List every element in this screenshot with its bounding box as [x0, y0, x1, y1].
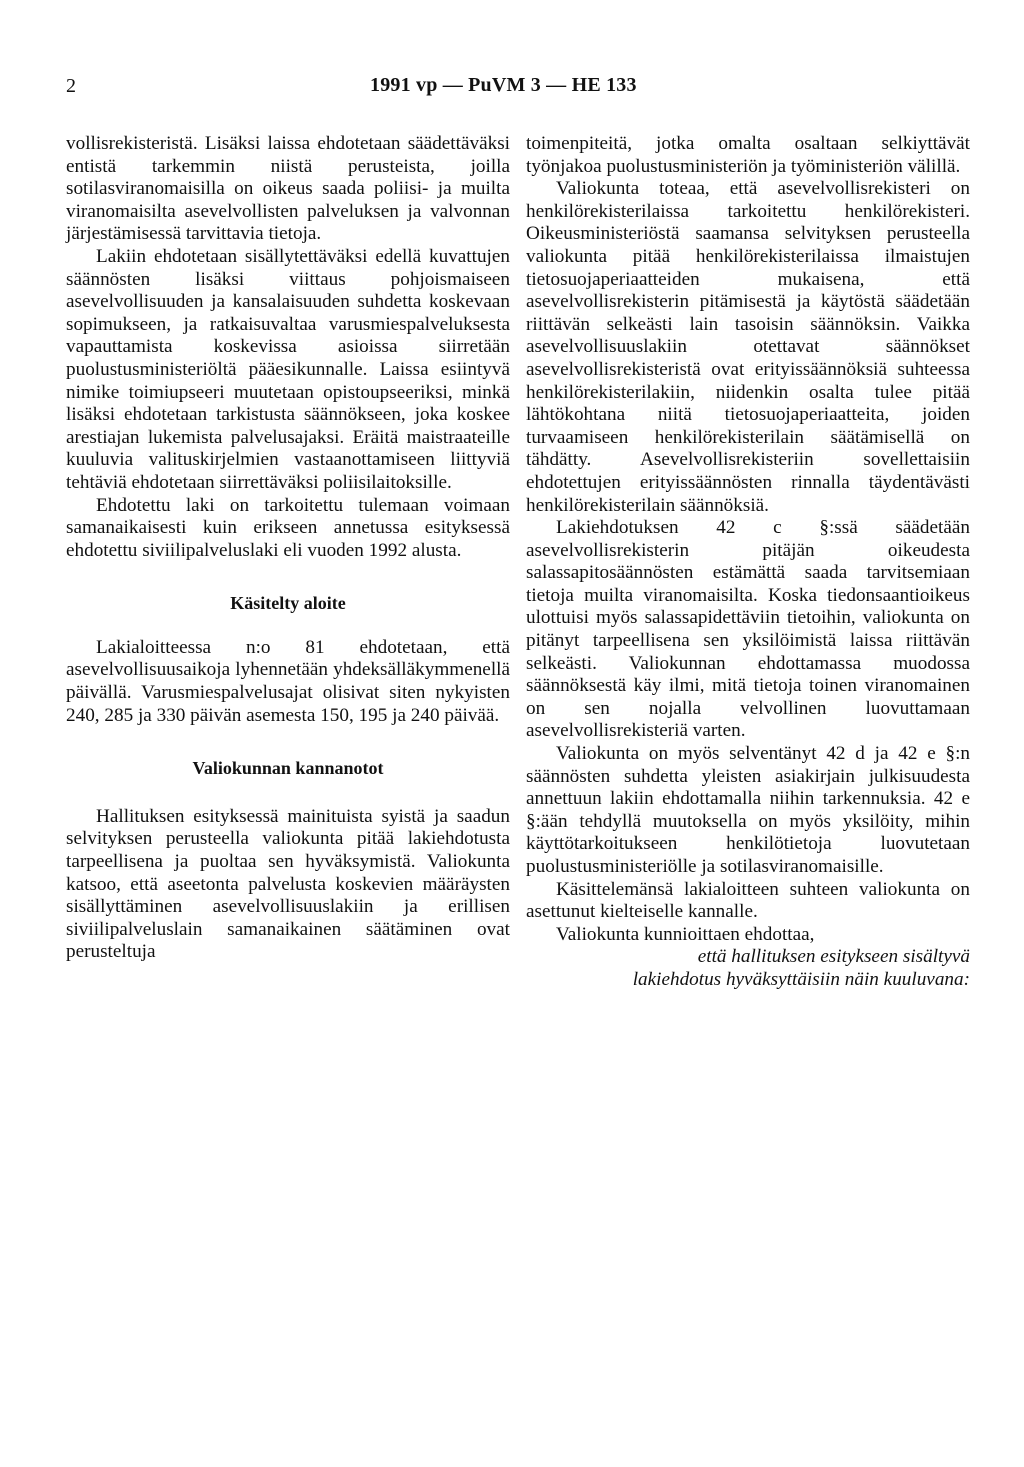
- running-header: 1991 vp — PuVM 3 — HE 133: [370, 74, 637, 96]
- left-paragraph-1: vollisrekisteristä. Lisäksi laissa ehdotetaan säädettäväksi entistä tarkemmin niistä perusteista, joilla sotilasviranomaisilla on oikeus saada poliisi- ja muilta viranomaisilta asevelvollisten palveluksen ja valvonnan järjestämisessä tarvittavia tietoja.: [66, 133, 510, 245]
- right-paragraph-3: Lakiehdotuksen 42 c §:ssä säädetään asevelvollisrekisterin pitäjän oikeudesta salassapitosäännösten estämättä saada tarvitsemiaan tietoja muilta viranomaisilta. Koska tiedonsaantioikeus ulottuisi myös salassapidettäviin tietoihin, valiokunta on pitänyt tarpeellisena sen yksilöimistä laissa riittävän selkeästi. Valiokunnan ehdottamassa muodossa säännöksestä käy ilmi, mitä tietoja toinen viranomainen on sen nojalla velvollinen luovuttamaan asevelvollisrekisteriä varten.: [526, 517, 970, 742]
- page-number: 2: [66, 75, 76, 97]
- right-paragraph-1: toimenpiteitä, jotka omalta osaltaan selkiyttävät työnjakoa puolustusministeriön ja työministeriön välillä.: [526, 133, 970, 177]
- left-column: [66, 133, 510, 964]
- right-paragraph-4: Valiokunta on myös selventänyt 42 d ja 42 e §:n säännösten suhdetta yleisten asiakirjain julkisuudesta annettuun lakiin ehdottamalla niihin tarkennuksia. 42 e §:ään tehdyllä muutoksella on myös yksilöity, mihin käyttötarkoitukseen henkilötietoja luovutetaan puolustusministeriölle ja sotilasviranomaisille.: [526, 743, 970, 877]
- right-column: [526, 133, 970, 992]
- section-heading-valiokunnan-kannanotot: Valiokunnan kannanotot: [192, 758, 384, 779]
- section-heading-kasitelty-aloite: Käsitelty aloite: [230, 593, 346, 614]
- right-paragraph-2: Valiokunta toteaa, että asevelvollisrekisteri on henkilörekisterilaissa tarkoitettu henkilörekisteri. Oikeusministeriöstä saamansa selvityksen perusteella valiokunta pitää henkilörekisterilaissa ilmaistujen tietosuojaperiaatteiden mukaisena, että asevelvollisrekisterin pitämisestä ja käytöstä säädetään riittävän selkeästi lain tasoisin säännöksin. Vaikka asevelvollisuuslakiin otettavat säännökset asevelvollisrekisteristä ovat erityissäännöksiä suhteessa henkilörekisterilakiin, niidenkin osalta tulee pitää lähtökohtana niitä tietosuojaperiaatteita, joiden turvaamiseen henkilörekisterilain säätämisellä on tähdätty. Asevelvollisrekisteriin sovellettaisiin ehdotettujen erityissäännösten rinnalla täydentävästi henkilörekisterilain säännöksiä.: [526, 178, 970, 516]
- proposal-statement: että hallituksen esitykseen sisältyvä lakiehdotus hyväksyttäisiin näin kuuluvana:: [632, 946, 970, 990]
- left-paragraph-2: Lakiin ehdotetaan sisällytettäväksi edellä kuvattujen säännösten lisäksi viittaus pohjoismaiseen asevelvollisuuden ja kansalaisuuden suhdetta koskevaan sopimukseen, ja ratkaisuvaltaa varusmiespalveluksesta vapauttamista koskevissa asioissa siirretään puolustusministeriöltä pääesikunnalle. Laissa esiintyvä nimike toimiupseeri muutetaan opistoupseeriksi, minkä lisäksi ehdotetaan tarkistusta säännökseen, joka koskee arestiajan lukemista palvelusajaksi. Eräitä maistraateille kuuluvia valituskirjelmien vastaanottamiseen liittyviä tehtäviä ehdotetaan siirrettäväksi poliisilaitoksille.: [66, 245, 510, 493]
- left-paragraph-5: Hallituksen esityksessä mainituista syistä ja saadun selvityksen perusteella valiokunta pitää lakiehdotusta tarpeellisena ja puoltaa sen hyväksymistä. Valiokunta katsoo, että aseetonta palvelusta koskevien määräysten sisällyttäminen asevelvollisuuslakiin ja erillisen siviilipalveluslain samanaikainen säätäminen ovat perusteltuja: [66, 805, 510, 963]
- right-paragraph-5: Käsittelemänsä lakialoitteen suhteen valiokunta on asettunut kielteiselle kannalle.: [526, 878, 970, 923]
- left-paragraph-4: Lakialoitteessa n:o 81 ehdotetaan, että asevelvollisuusaikoja lyhennetään yhdeksälläkymmenellä päivällä. Varusmiespalvelusajat olisivat siten nykyisten 240, 285 ja 330 päivän asemesta 150, 195 ja 240 päivää.: [66, 636, 510, 726]
- right-paragraph-6: Valiokunta kunnioittaen ehdottaa,: [556, 923, 815, 945]
- left-paragraph-3: Ehdotettu laki on tarkoitettu tulemaan voimaan samanaikaisesti kuin erikseen annetussa esityksessä ehdotettu siviilipalveluslaki eli vuoden 1992 alusta.: [66, 494, 510, 561]
